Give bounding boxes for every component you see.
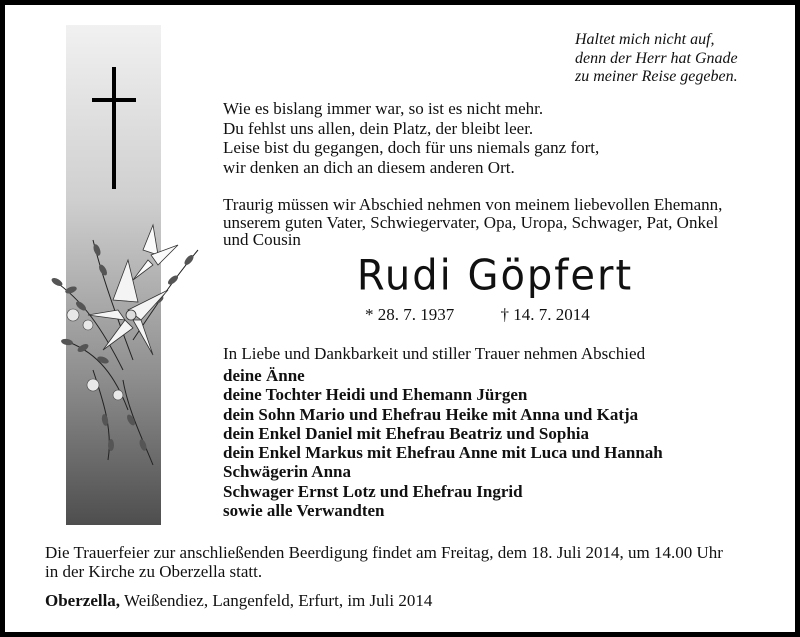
motto-line: Haltet mich nicht auf, — [575, 31, 715, 48]
death-date: † 14. 7. 2014 — [500, 305, 590, 324]
mourner-item: deine Tochter Heidi und Ehemann Jürgen — [223, 385, 528, 405]
intro-line: unserem guten Vater, Schwiegervater, Opa, Uropa, Schwager, Pat, Onkel — [223, 212, 719, 232]
service-info — [45, 543, 723, 581]
motto-quote — [575, 31, 775, 87]
intro-text — [223, 196, 722, 249]
birth-date: * 28. 7. 1937 — [365, 305, 455, 324]
mourner-item: dein Enkel Markus mit Ehefrau Anne mit Luca und Hannah — [223, 443, 663, 463]
poem-line: Du fehlst uns allen, dein Platz, der bleibt leer. — [223, 118, 534, 138]
life-dates — [365, 305, 590, 325]
mourners-list — [223, 366, 663, 520]
motto-line: zu meiner Reise gegeben. — [575, 68, 738, 85]
closing-line: In Liebe und Dankbarkeit und stiller Trauer nehmen Abschied — [223, 344, 646, 363]
deceased-name: Rudi Göpfert — [356, 251, 634, 301]
poem-line: Leise bist du gegangen, doch für uns niemals ganz fort, — [223, 138, 600, 157]
place-town: Oberzella, — [45, 591, 121, 610]
mourner-item: dein Enkel Daniel mit Ehefrau Beatriz und Sophia — [223, 423, 590, 443]
motto-line: denn der Herr hat Gnade — [575, 49, 738, 67]
mourner-item: dein Sohn Mario und Ehefrau Heike mit Anna und Katja — [223, 404, 639, 424]
cross-icon — [89, 67, 139, 189]
intro-line: und Cousin — [223, 230, 301, 249]
poem-line: wir denken an dich an diesem anderen Ort. — [223, 157, 515, 177]
service-line: in der Kirche zu Oberzella statt. — [45, 562, 263, 581]
place-and-date — [45, 591, 432, 611]
lily-bouquet-illustration — [33, 220, 208, 470]
service-line: Die Trauerfeier zur anschließenden Beerdigung findet am Freitag, dem 18. Juli 2014, um 14.00 Uhr — [45, 543, 723, 562]
mourner-item: sowie alle Verwandten — [223, 501, 385, 521]
mourner-item: Schwägerin Anna — [223, 462, 351, 482]
intro-line: Traurig müssen wir Abschied nehmen von meinem liebevollen Ehemann, — [223, 195, 723, 214]
poem — [223, 99, 599, 177]
mourner-item: deine Änne — [223, 366, 305, 385]
place-rest: Weißendiez, Langenfeld, Erfurt, im Juli 2014 — [120, 591, 433, 610]
mourner-item: Schwager Ernst Lotz und Ehefrau Ingrid — [223, 481, 523, 501]
poem-line: Wie es bislang immer war, so ist es nicht mehr. — [223, 99, 544, 118]
